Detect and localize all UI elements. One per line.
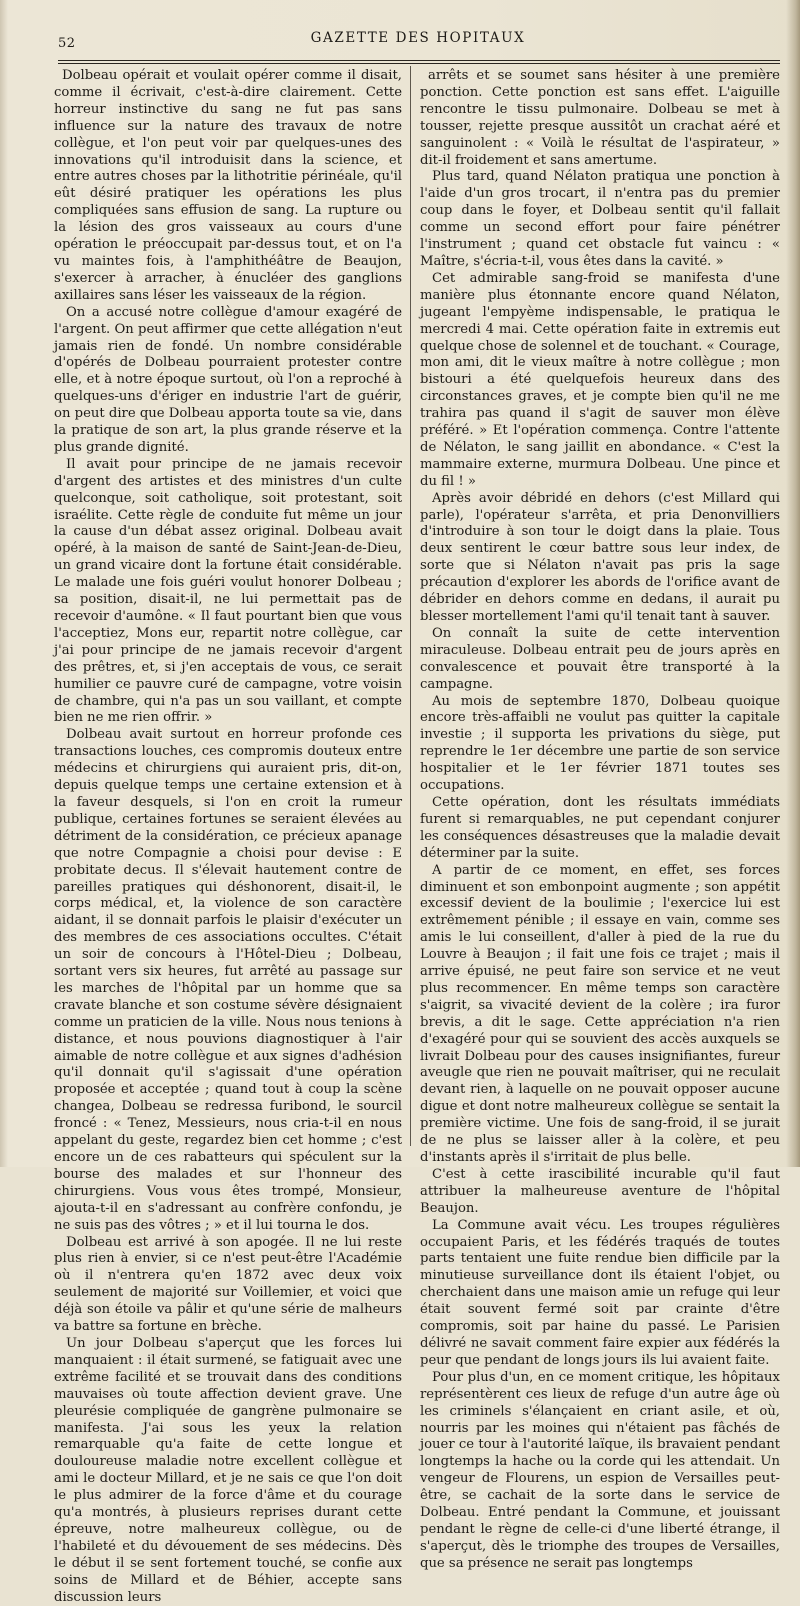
column-divider	[410, 66, 411, 1146]
paragraph: arrêts et se soumet sans hésiter à une première ponction. Cette ponction est sans effet. L'aiguille rencontre le tissu pulmonaire. Dolbeau se met à tousser, rejette presque aussitôt un crachat aéré et sanguinolent : « Voilà le résultat de l'aspirateur, » dit-il froidement et sans amertume.	[420, 68, 780, 168]
paragraph: On connaît la suite de cette intervention miraculeuse. Dolbeau entrait peu de jours après en convalescence et pouvait être transporté à la campagne.	[420, 625, 780, 692]
paragraph: On a accusé notre collègue d'amour exagéré de l'argent. On peut affirmer que cette allégation n'eut jamais rien de fondé. Un nombre considérable d'opérés de Dolbeau pourraient protester contre elle, et à notre époque surtout, où l'on a reproché à quelques-uns d'ériger en industrie l'art de guérir, on peut dire que Dolbeau apporta toute sa vie, dans la pratique de son art, la plus grande réserve et la plus grande dignité.	[54, 304, 402, 455]
page-header	[58, 22, 778, 50]
page-left-edge-shadow	[0, 0, 8, 1167]
left-column	[54, 68, 402, 1606]
paragraph: C'est à cette irascibilité incurable qu'il faut attribuer la malheureuse aventure de l'hôpital Beaujon.	[420, 1166, 780, 1216]
paragraph: Après avoir débridé en dehors (c'est Millard qui parle), l'opérateur s'arrêta, et pria Denonvilliers d'introduire à son tour le doigt dans la plaie. Tous deux sentirent le cœur battre sous leur index, de sorte que si Nélaton n'avait pas pris la sage précaution d'explorer les abords de l'orifice avant de débrider en dehors comme en dedans, il aurait pu blesser mortellement l'ami qu'il tenait tant à sauver.	[420, 490, 780, 624]
paragraph: Pour plus d'un, en ce moment critique, les hôpitaux représentèrent ces lieux de refuge d'un autre âge où les criminels s'élançaient en criant asile, et où, nourris par les moines qui n'étaient pas fâchés de jouer ce tour à l'autorité laïque, ils bravaient pendant longtemps la hache ou la corde qui les attendait. Un vengeur de Flourens, un espion de Versailles peut-être, se cachait de la sorte dans le service de Dolbeau. Entré pendant la Commune, et jouissant pendant le règne de celle-ci d'une liberté étrange, il s'aperçut, dès le triomphe des troupes de Versailles, que sa présence ne serait pas longtemps	[420, 1369, 780, 1571]
paragraph: Cette opération, dont les résultats immédiats furent si remarquables, ne put cependant conjurer les conséquences désastreuses que la maladie devait déterminer par la suite.	[420, 794, 780, 861]
right-column	[420, 68, 780, 1573]
paragraph: Dolbeau opérait et voulait opérer comme il disait, comme il écrivait, c'est-à-dire clairement. Cette horreur instinctive du sang ne fut pas sans influence sur la nature des travaux de notre collègue, et l'on peut voir par quelques-unes des innovations qu'il introduisit dans la science, et entre autres choses par la lithotritie périnéale, qu'il eût désiré pratiquer les opérations les plus compliquées sans effusion de sang. La rupture ou la lésion des gros vaisseaux au cours d'une opération le préoccupait par-dessus tout, et on l'a vu maintes fois, à l'amphithéâtre de Beaujon, s'exercer à arracher, à énucléer des ganglions axillaires sans léser les vaisseaux de la région.	[54, 68, 402, 303]
header-rule-thin	[58, 63, 780, 64]
paragraph: A partir de ce moment, en effet, ses forces diminuent et son embonpoint augmente ; son appétit excessif devient de la boulimie ; l'exercice lui est extrêmement pénible ; il essaye en vain, comme ses amis le lui conseillent, d'aller à pied de la rue du Louvre à Beaujon ; il fait une fois ce trajet ; mais il arrive épuisé, ne peut faire son service et ne veut plus recommencer. En même temps son caractère s'aigrit, sa vivacité devient de la colère ; ira furor brevis, a dit le sage. Cette appréciation n'a rien d'exagéré pour qui se souvient des accès auxquels se livrait Dolbeau pour des causes insignifiantes, fureur aveugle que rien ne pouvait maîtriser, qui ne reculait devant rien, à laquelle on ne pouvait opposer aucune digue et dont notre malheureux collègue se sentait la première victime. Une fois de sang-froid, il se jurait de ne plus se laisser aller à la colère, et peu d'instants après il s'irritait de plus belle.	[420, 862, 780, 1165]
paragraph: La Commune avait vécu. Les troupes régulières occupaient Paris, et les fédérés traqués de toutes parts tentaient une fuite rendue bien difficile par la minutieuse surveillance dont ils étaient l'objet, ou cherchaient dans une maison amie un refuge qui leur était souvent fermé soit par crainte d'être compromis, soit par haine du passé. Le Parisien délivré ne savait comment faire expier aux fédérés la peur que pendant de longs jours ils lui avaient faite.	[420, 1217, 780, 1368]
running-title: GAZETTE DES HOPITAUX	[310, 30, 526, 46]
page-number: 52	[58, 36, 76, 51]
header-rule	[58, 60, 780, 61]
paragraph: Cet admirable sang-froid se manifesta d'une manière plus étonnante encore quand Nélaton, jugeant l'empyème indispensable, le pratiqua le mercredi 4 mai. Cette opération faite in extremis eut quelque chose de solennel et de touchant. « Courage, mon ami, dit le vieux maître à notre collègue ; mon bistouri a été quelquefois heureux dans des circonstances graves, et je compte bien qu'il ne me trahira pas quand il s'agit de sauver mon élève préféré. » Et l'opération commença. Contre l'attente de Nélaton, le sang jaillit en abondance. « C'est la mammaire externe, murmura Dolbeau. Une pince et du fil ! »	[420, 270, 780, 489]
paragraph: Un jour Dolbeau s'aperçut que les forces lui manquaient : il était surmené, se fatiguait avec une extrême facilité et se trouvait dans des conditions mauvaises où toute affection devient grave. Une pleurésie compliquée de gangrène pulmonaire se manifesta. J'ai sous les yeux la relation remarquable qu'a faite de cette longue et douloureuse maladie notre excellent collègue et ami le docteur Millard, et je ne sais ce que l'on doit le plus admirer de la force d'âme et du courage qu'a montrés, à plusieurs reprises durant cette épreuve, notre malheureux collègue, ou de l'habileté et du dévouement de ses médecins. Dès le début il se sent fortement touché, se confie aux soins de Millard et de Béhier, accepte sans discussion leurs	[54, 1335, 402, 1605]
paragraph: Dolbeau avait surtout en horreur profonde ces transactions louches, ces compromis douteux entre médecins et chirurgiens qui auraient pris, dit-on, depuis quelque temps une certaine extension et à la faveur desquels, si l'on en croit la rumeur publique, certaines fortunes se seraient élevées au détriment de la considération, ce précieux apanage que notre Compagnie a choisi pour devise : E probitate decus. Il s'élevait hautement contre de pareilles pratiques qui déshonorent, disait-il, le corps médical, et, la violence de son caractère aidant, il se donnait parfois le plaisir d'exécuter un des membres de ces associations occultes. C'était un soir de concours à l'Hôtel-Dieu ; Dolbeau, sortant vers six heures, fut arrêté au passage sur les marches de l'hôpital par un homme que sa cravate blanche et son costume sévère désignaient comme un praticien de la ville. Nous nous tenions à distance, et nous pouvions diagnostiquer à l'air aimable de notre collègue et aux signes d'adhésion qu'il donnait qu'il s'agissait d'une opération proposée et acceptée ; quand tout à coup la scène changea, Dolbeau se redressa furibond, le sourcil froncé : « Tenez, Messieurs, nous cria-t-il en nous appelant du geste, regardez bien cet homme ; c'est encore un de ces rabatteurs qui spéculent sur la bourse des malades et sur l'honneur des chirurgiens. Vous vous êtes trompé, Monsieur, ajouta-t-il en s'adressant au confrère confondu, je ne suis pas des vôtres ; » et il lui tourna le dos.	[54, 727, 402, 1233]
paragraph: Au mois de septembre 1870, Dolbeau quoique encore très-affaibli ne voulut pas quitter la capitale investie ; il supporta les privations du siège, put reprendre le 1er décembre une partie de son service hospitalier et le 1er février 1871 toutes ses occupations.	[420, 693, 780, 794]
page-right-edge-shadow	[786, 0, 800, 1167]
paragraph: Plus tard, quand Nélaton pratiqua une ponction à l'aide d'un gros trocart, il n'entra pas du premier coup dans le foyer, et Dolbeau sentit qu'il fallait comme un second effort pour faire pénétrer l'instrument ; quand cet obstacle fut vaincu : « Maître, s'écria-t-il, vous êtes dans la cavité. »	[420, 169, 780, 269]
paragraph: Il avait pour principe de ne jamais recevoir d'argent des artistes et des ministres d'un culte quelconque, soit catholique, soit protestant, soit israélite. Cette règle de conduite fut même un jour la cause d'un débat assez original. Dolbeau avait opéré, à la maison de santé de Saint-Jean-de-Dieu, un grand vicaire dont la fortune était considérable. Le malade une fois guéri voulut honorer Dolbeau ; sa position, disait-il, ne lui permettait pas de recevoir d'aumône. « Il faut pourtant bien que vous l'acceptiez, Mons eur, repartit notre collègue, car j'ai pour principe de ne jamais recevoir d'argent des prêtres, et, si j'en acceptais de vous, ce serait humilier ce pauvre curé de campagne, votre voisin de chambre, qui n'a pas un sou vaillant, et compte bien ne me rien offrir. »	[54, 456, 402, 726]
paragraph: Dolbeau est arrivé à son apogée. Il ne lui reste plus rien à envier, si ce n'est peut-être l'Académie où il n'entrera qu'en 1872 avec deux voix seulement de majorité sur Voillemier, et voici que déjà son étoile va pâlir et qu'une série de malheurs va battre sa fortune en brèche.	[54, 1234, 402, 1335]
